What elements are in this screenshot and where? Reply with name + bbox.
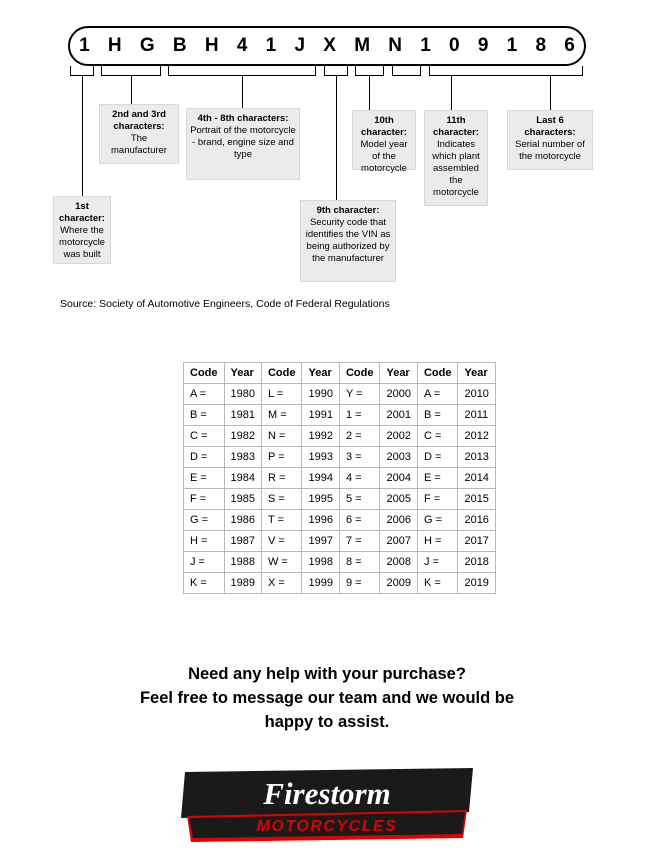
cell-year: 1988 bbox=[224, 552, 261, 573]
vin-char-5: H bbox=[204, 35, 219, 56]
cell-code: 9 = bbox=[339, 573, 380, 594]
callout-second-third-characters-text: The manufacturer bbox=[111, 133, 167, 156]
logo-subtitle-text: MOTORCYCLES bbox=[256, 818, 398, 835]
callout-fourth-eighth-characters-text: Portrait of the motorcycle - brand, engine size and type bbox=[190, 125, 296, 160]
stem-last-6 bbox=[550, 76, 551, 110]
vin-char-8: J bbox=[294, 35, 306, 56]
callout-ninth-character-text: Security code that identifies the VIN as being authorized by the manufacturer bbox=[305, 217, 391, 264]
cell-year: 1985 bbox=[224, 489, 261, 510]
callout-last-six-characters-title: Last 6 characters: bbox=[524, 115, 576, 138]
table-header-code-2: Code bbox=[261, 363, 302, 384]
table-header-code-4: Code bbox=[417, 363, 458, 384]
vin-char-2: H bbox=[107, 35, 122, 56]
table-header-code-1: Code bbox=[184, 363, 225, 384]
cell-code: B = bbox=[184, 405, 225, 426]
help-line-2: Feel free to message our team and we would be bbox=[139, 689, 515, 707]
cell-code: H = bbox=[184, 531, 225, 552]
table-header-year-4: Year bbox=[458, 363, 495, 384]
cell-year: 1984 bbox=[224, 468, 261, 489]
cell-year: 1986 bbox=[224, 510, 261, 531]
cell-code: D = bbox=[417, 447, 458, 468]
cell-code: F = bbox=[417, 489, 458, 510]
table-row bbox=[184, 510, 496, 531]
cell-code: W = bbox=[261, 552, 302, 573]
vin-char-1: 1 bbox=[79, 35, 90, 56]
callout-tenth-character-text: Model year of the motorcycle bbox=[360, 139, 408, 174]
vin-char-17: 6 bbox=[564, 35, 575, 56]
cell-code: K = bbox=[184, 573, 225, 594]
cell-year: 1981 bbox=[224, 405, 261, 426]
cell-code: 1 = bbox=[339, 405, 380, 426]
cell-year: 1996 bbox=[302, 510, 339, 531]
cell-year: 2000 bbox=[380, 384, 417, 405]
vin-diagram bbox=[0, 0, 654, 310]
table-row bbox=[184, 384, 496, 405]
cell-year: 1997 bbox=[302, 531, 339, 552]
cell-year: 2001 bbox=[380, 405, 417, 426]
help-message bbox=[0, 662, 654, 734]
cell-year: 2003 bbox=[380, 447, 417, 468]
cell-year: 2006 bbox=[380, 510, 417, 531]
vin-number-box bbox=[68, 26, 586, 66]
callout-second-third-characters bbox=[99, 104, 179, 164]
vin-char-10: M bbox=[354, 35, 371, 56]
callout-eleventh-character-text: Indicates which plant assembled the motorcycle bbox=[432, 139, 480, 198]
callout-first-character-title: 1st character: bbox=[59, 201, 105, 224]
cell-year: 2004 bbox=[380, 468, 417, 489]
cell-code: Y = bbox=[339, 384, 380, 405]
cell-year: 1980 bbox=[224, 384, 261, 405]
callout-ninth-character bbox=[300, 200, 396, 282]
cell-year: 1983 bbox=[224, 447, 261, 468]
cell-code: B = bbox=[417, 405, 458, 426]
cell-year: 1982 bbox=[224, 426, 261, 447]
callout-eleventh-character-title: 11th character: bbox=[433, 115, 479, 138]
cell-code: S = bbox=[261, 489, 302, 510]
cell-code: 2 = bbox=[339, 426, 380, 447]
table-row bbox=[184, 405, 496, 426]
logo-brand-text: Firestorm bbox=[263, 776, 391, 811]
cell-year: 2011 bbox=[458, 405, 495, 426]
bracket-char-10 bbox=[355, 66, 384, 76]
cell-code: 4 = bbox=[339, 468, 380, 489]
cell-year: 2010 bbox=[458, 384, 495, 405]
cell-code: A = bbox=[184, 384, 225, 405]
cell-year: 1989 bbox=[224, 573, 261, 594]
cell-year: 2019 bbox=[458, 573, 495, 594]
cell-year: 1993 bbox=[302, 447, 339, 468]
cell-code: G = bbox=[417, 510, 458, 531]
cell-year: 2018 bbox=[458, 552, 495, 573]
callout-ninth-character-title: 9th character: bbox=[316, 205, 380, 216]
cell-year: 1987 bbox=[224, 531, 261, 552]
cell-code: A = bbox=[417, 384, 458, 405]
cell-code: 7 = bbox=[339, 531, 380, 552]
firestorm-motorcycles-logo bbox=[177, 768, 477, 846]
cell-year: 2013 bbox=[458, 447, 495, 468]
vin-char-14: 9 bbox=[477, 35, 489, 56]
cell-year: 2014 bbox=[458, 468, 495, 489]
cell-code: L = bbox=[261, 384, 302, 405]
cell-year: 1992 bbox=[302, 426, 339, 447]
cell-code: P = bbox=[261, 447, 302, 468]
cell-year: 2017 bbox=[458, 531, 495, 552]
callout-first-character-text: Where the motorcycle was built bbox=[59, 225, 105, 260]
cell-year: 2009 bbox=[380, 573, 417, 594]
cell-year: 2002 bbox=[380, 426, 417, 447]
code-year-table bbox=[183, 362, 496, 594]
vin-char-13: 0 bbox=[449, 35, 460, 56]
table-row bbox=[184, 489, 496, 510]
vin-char-15: 1 bbox=[506, 35, 518, 56]
table-row bbox=[184, 531, 496, 552]
vin-char-6: 4 bbox=[236, 35, 248, 56]
vin-char-7: 1 bbox=[265, 35, 277, 56]
cell-code: T = bbox=[261, 510, 302, 531]
cell-code: F = bbox=[184, 489, 225, 510]
callout-first-character bbox=[53, 196, 111, 264]
cell-year: 2007 bbox=[380, 531, 417, 552]
cell-code: K = bbox=[417, 573, 458, 594]
cell-code: C = bbox=[417, 426, 458, 447]
table-row bbox=[184, 447, 496, 468]
table-row bbox=[184, 426, 496, 447]
cell-year: 1998 bbox=[302, 552, 339, 573]
cell-year: 2012 bbox=[458, 426, 495, 447]
callout-second-third-characters-title: 2nd and 3rd characters: bbox=[112, 109, 166, 132]
cell-code: D = bbox=[184, 447, 225, 468]
callout-fourth-eighth-characters bbox=[186, 108, 300, 180]
cell-year: 2005 bbox=[380, 489, 417, 510]
cell-code: C = bbox=[184, 426, 225, 447]
vin-char-4: B bbox=[172, 35, 187, 56]
bracket-char-9 bbox=[324, 66, 348, 76]
table-header-code-3: Code bbox=[339, 363, 380, 384]
vin-char-3: G bbox=[139, 35, 155, 56]
bracket-char-4-8 bbox=[168, 66, 316, 76]
table-header-year-3: Year bbox=[380, 363, 417, 384]
cell-code: 6 = bbox=[339, 510, 380, 531]
cell-code: N = bbox=[261, 426, 302, 447]
cell-year: 1991 bbox=[302, 405, 339, 426]
bracket-char-11 bbox=[392, 66, 421, 76]
source-note: Source: Society of Automotive Engineers, Code of Federal Regulations bbox=[60, 298, 390, 310]
table-header-year-1: Year bbox=[224, 363, 261, 384]
cell-code: M = bbox=[261, 405, 302, 426]
cell-code: 3 = bbox=[339, 447, 380, 468]
cell-code: J = bbox=[417, 552, 458, 573]
vin-char-12: 1 bbox=[420, 35, 431, 56]
cell-code: X = bbox=[261, 573, 302, 594]
bracket-last-6 bbox=[429, 66, 583, 76]
cell-code: E = bbox=[184, 468, 225, 489]
help-line-1: Need any help with your purchase? bbox=[188, 665, 466, 683]
cell-year: 2016 bbox=[458, 510, 495, 531]
cell-year: 2008 bbox=[380, 552, 417, 573]
cell-year: 1999 bbox=[302, 573, 339, 594]
callout-tenth-character bbox=[352, 110, 416, 174]
table-row bbox=[184, 468, 496, 489]
bracket-char-1 bbox=[70, 66, 94, 76]
table-header-year-2: Year bbox=[302, 363, 339, 384]
help-line-3: happy to assist. bbox=[264, 713, 390, 731]
callout-last-six-characters bbox=[507, 110, 593, 170]
cell-code: R = bbox=[261, 468, 302, 489]
cell-code: J = bbox=[184, 552, 225, 573]
cell-code: H = bbox=[417, 531, 458, 552]
callout-last-six-characters-text: Serial number of the motorcycle bbox=[515, 139, 585, 162]
code-year-table-wrapper bbox=[183, 362, 496, 594]
cell-code: V = bbox=[261, 531, 302, 552]
table-header-row bbox=[184, 363, 496, 384]
cell-year: 1990 bbox=[302, 384, 339, 405]
bracket-char-2-3 bbox=[101, 66, 161, 76]
cell-year: 1995 bbox=[302, 489, 339, 510]
callout-tenth-character-title: 10th character: bbox=[361, 115, 407, 138]
stem-char-10 bbox=[369, 76, 370, 110]
callout-eleventh-character bbox=[424, 110, 488, 206]
vin-char-9: X bbox=[323, 35, 336, 56]
vin-char-11: N bbox=[388, 35, 402, 56]
vin-char-16: 8 bbox=[535, 35, 547, 56]
stem-char-11 bbox=[451, 76, 452, 110]
table-row bbox=[184, 552, 496, 573]
table-row bbox=[184, 573, 496, 594]
cell-code: G = bbox=[184, 510, 225, 531]
cell-year: 2015 bbox=[458, 489, 495, 510]
cell-code: 8 = bbox=[339, 552, 380, 573]
stem-char-2-3 bbox=[131, 76, 132, 104]
stem-char-9 bbox=[336, 76, 337, 200]
stem-char-1 bbox=[82, 76, 83, 196]
callout-fourth-eighth-characters-title: 4th - 8th characters: bbox=[197, 113, 289, 124]
cell-code: E = bbox=[417, 468, 458, 489]
stem-char-4-8 bbox=[242, 76, 243, 108]
cell-code: 5 = bbox=[339, 489, 380, 510]
cell-year: 1994 bbox=[302, 468, 339, 489]
